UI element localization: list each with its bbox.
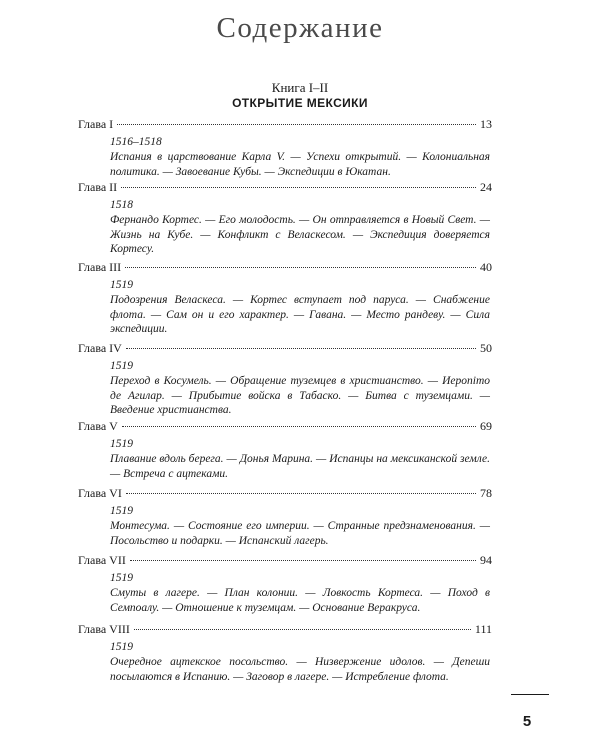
- dot-leader: [126, 492, 476, 494]
- chapter-page: 13: [480, 117, 492, 131]
- chapter-year: 1518: [110, 199, 133, 211]
- chapter-page: 111: [474, 622, 492, 636]
- dot-leader: [121, 186, 476, 188]
- chapter-name: Глава VIII: [78, 622, 130, 636]
- chapter-year: 1519: [110, 572, 133, 584]
- chapter-year: 1519: [110, 438, 133, 450]
- chapter-heading-line[interactable]: [78, 419, 492, 435]
- chapter-year: 1519: [110, 360, 133, 372]
- dot-leader: [117, 123, 476, 125]
- chapter-heading-line[interactable]: [78, 553, 492, 569]
- chapter-name: Глава VII: [78, 553, 126, 567]
- dot-leader: [125, 266, 476, 268]
- chapter-body: [110, 359, 490, 418]
- chapter-name: Глава IV: [78, 341, 122, 355]
- chapter-entry: [78, 260, 492, 337]
- chapter-page: 50: [480, 341, 492, 355]
- chapter-page: 24: [480, 180, 492, 194]
- chapter-year: 1519: [110, 279, 133, 291]
- dot-leader: [134, 628, 471, 630]
- chapter-heading-line[interactable]: [78, 180, 492, 196]
- chapter-summary: Монтесума. — Состояние его империи. — Странные предзнаменования. — Посольство и подарки. — Испанский лагерь.: [110, 519, 490, 547]
- chapter-heading-line[interactable]: [78, 117, 492, 133]
- chapter-summary: Переход в Косумель. — Обращение туземцев в христианство. — Иерonimo де Агилар. — Прибытие войска в Табаско. — Битва с туземцами. — Введение христианства.: [110, 374, 490, 417]
- chapter-page: 78: [480, 486, 492, 500]
- chapter-summary: Испания в царствование Карла V. — Успехи открытий. — Колониальная политика. — Завоевание Кубы. — Экспедиции в Юкатан.: [110, 150, 490, 178]
- chapter-summary: Плавание вдоль берега. — Донья Марина. — Испанцы на мексиканской земле. — Встреча с ацтеками.: [110, 452, 490, 480]
- section-title: ОТКРЫТИЕ МЕКСИКИ: [232, 96, 368, 110]
- chapter-name: Глава III: [78, 260, 122, 274]
- chapter-name: Глава V: [78, 419, 118, 433]
- chapter-heading-line[interactable]: [78, 341, 492, 357]
- chapter-body: [110, 504, 490, 548]
- chapter-heading-line[interactable]: [78, 260, 492, 276]
- chapter-heading-line[interactable]: [78, 622, 492, 638]
- chapter-year: 1516–1518: [110, 136, 162, 148]
- footer-rule: [511, 694, 549, 695]
- chapter-heading-line[interactable]: [78, 486, 492, 502]
- chapter-body: [110, 198, 490, 257]
- dot-leader: [130, 559, 476, 561]
- chapter-entry: [78, 622, 492, 684]
- chapter-entry: [78, 419, 492, 481]
- chapter-name: Глава VI: [78, 486, 122, 500]
- book-label: Книга I–II: [271, 80, 329, 95]
- chapter-summary: Подозрения Веласкеса. — Кортес вступает под паруса. — Снабжение флота. — Сам он и его характер. — Гавана. — Место рандеву. — Сила экспедиции.: [110, 293, 490, 336]
- chapter-entry: [78, 117, 492, 179]
- chapter-entry: [78, 180, 492, 257]
- chapter-summary: Фернандо Кортес. — Его молодость. — Он отправляется в Новый Свет. — Жизнь на Кубе. — Конфликт с Веласкесом. — Экспедиция доверяется Кортесу.: [110, 213, 490, 256]
- chapter-summary: Смуты в лагере. — План колонии. — Ловкость Кортеса. — Поход в Семпоалу. — Отношение к туземцам. — Основание Веракруса.: [110, 586, 490, 614]
- chapter-body: [110, 135, 490, 179]
- page-number: 5: [522, 713, 532, 730]
- chapter-name: Глава II: [78, 180, 118, 194]
- chapter-year: 1519: [110, 641, 133, 653]
- chapter-entry: [78, 553, 492, 615]
- chapter-body: [110, 437, 490, 481]
- chapter-entry: [78, 341, 492, 418]
- dot-leader: [126, 347, 476, 349]
- chapter-body: [110, 278, 490, 337]
- page-title: Содержание: [216, 12, 384, 44]
- chapter-page: 40: [480, 260, 492, 274]
- dot-leader: [122, 425, 476, 427]
- chapter-page: 94: [480, 553, 492, 567]
- chapter-body: [110, 571, 490, 615]
- chapter-page: 69: [480, 419, 492, 433]
- chapter-summary: Очередное ацтекское посольство. — Низвержение идолов. — Депеши посылаются в Испанию. — Заговор в лагере. — Истребление флота.: [110, 655, 490, 683]
- chapter-body: [110, 640, 490, 684]
- chapter-name: Глава I: [78, 117, 114, 131]
- chapter-entry: [78, 486, 492, 548]
- chapter-year: 1519: [110, 505, 133, 517]
